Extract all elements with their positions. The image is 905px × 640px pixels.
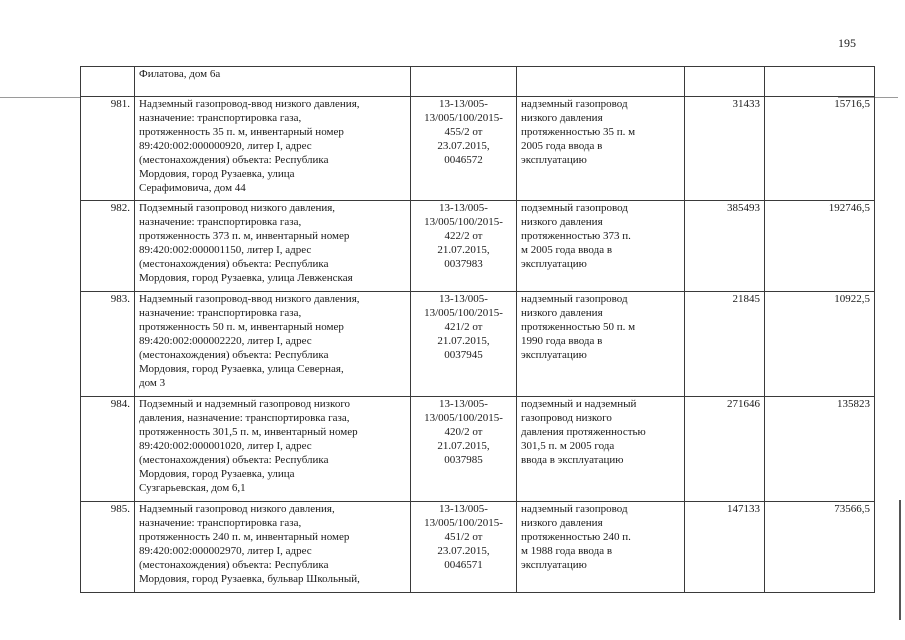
- registration-record-line: 13-13/005-: [439, 398, 488, 410]
- object-characteristics-line: низкого давления: [521, 517, 603, 529]
- object-description-line: давления, назначение: транспортировка газа,: [139, 412, 350, 424]
- object-description-line: протяженность 373 п. м, инвентарный номер: [139, 230, 350, 242]
- object-description-line: Надземный газопровод низкого давления,: [139, 503, 335, 515]
- registration-record-line: 455/2 от: [444, 126, 483, 138]
- registration-record-line: 0037983: [444, 258, 483, 270]
- object-description-cell: [135, 397, 411, 502]
- value-2-cell: 135823: [765, 397, 875, 502]
- object-characteristics-line: надземный газопровод: [521, 503, 628, 515]
- registration-record-line: 13/005/100/2015-: [424, 112, 503, 124]
- row-number-cell: 985.: [81, 502, 135, 593]
- registration-record-cell: [411, 201, 517, 292]
- object-description-line: Подземный газопровод низкого давления,: [139, 202, 336, 214]
- object-description-line: назначение: транспортировка газа,: [139, 307, 302, 319]
- registration-record-line: 420/2 от: [444, 426, 483, 438]
- value-1-cell: 271646: [685, 397, 765, 502]
- object-description-line: (местонахождения) объекта: Республика: [139, 258, 329, 270]
- registration-record-line: 13-13/005-: [439, 202, 488, 214]
- object-description-line: протяженность 35 п. м, инвентарный номер: [139, 126, 344, 138]
- object-description-line: 89:420:002:000001150, литер I, адрес: [139, 244, 312, 256]
- object-description-line: Серафимовича, дом 44: [139, 182, 246, 194]
- object-description-line: Надземный газопровод-ввод низкого давления,: [139, 293, 360, 305]
- value-1-cell: 31433: [685, 97, 765, 201]
- registration-record-line: 23.07.2015,: [437, 545, 490, 557]
- object-characteristics-line: 301,5 п. м 2005 года: [521, 440, 615, 452]
- registration-record-cell: [411, 97, 517, 201]
- object-characteristics-cell: [517, 201, 685, 292]
- registration-record-line: 421/2 от: [444, 321, 483, 333]
- object-description-cell: [135, 97, 411, 201]
- object-characteristics-cell: [517, 97, 685, 201]
- value-1-cell: 385493: [685, 201, 765, 292]
- registration-record-line: 23.07.2015,: [437, 140, 490, 152]
- object-characteristics-line: надземный газопровод: [521, 98, 628, 110]
- registration-record-cell: [411, 397, 517, 502]
- object-description-line: Подземный и надземный газопровод низкого: [139, 398, 351, 410]
- object-characteristics-line: низкого давления: [521, 112, 603, 124]
- object-description-line: назначение: транспортировка газа,: [139, 517, 302, 529]
- object-description-line: 89:420:002:000002970, литер I, адрес: [139, 545, 312, 557]
- object-characteristics-cell: [517, 292, 685, 397]
- object-characteristics-cell: [517, 502, 685, 593]
- registration-record-line: 21.07.2015,: [437, 440, 490, 452]
- object-description-line: 89:420:002:000001020, литер I, адрес: [139, 440, 312, 452]
- object-description-cell: [135, 67, 411, 97]
- value-1-cell: [685, 67, 765, 97]
- value-2-cell: 73566,5: [765, 502, 875, 593]
- row-number-cell: 982.: [81, 201, 135, 292]
- object-characteristics-line: эксплуатацию: [521, 258, 587, 270]
- row-number-cell: 981.: [81, 97, 135, 201]
- object-characteristics-line: 2005 года ввода в: [521, 140, 603, 152]
- table-row: [81, 201, 875, 292]
- object-characteristics-line: надземный газопровод: [521, 293, 628, 305]
- value-1-cell: 21845: [685, 292, 765, 397]
- object-characteristics-cell: [517, 67, 685, 97]
- object-description-cell: [135, 292, 411, 397]
- registration-record-line: 451/2 от: [444, 531, 483, 543]
- object-description-line: (местонахождения) объекта: Республика: [139, 154, 329, 166]
- scan-edge-mark: [899, 500, 901, 620]
- value-2-cell: 15716,5: [765, 97, 875, 201]
- value-2-cell: 192746,5: [765, 201, 875, 292]
- object-description-line: Мордовия, город Рузаевка, улица Левженская: [139, 272, 353, 284]
- object-characteristics-line: эксплуатацию: [521, 349, 587, 361]
- object-characteristics-line: эксплуатацию: [521, 559, 587, 571]
- object-characteristics-line: протяженностью 35 п. м: [521, 126, 636, 138]
- object-description-cell: [135, 502, 411, 593]
- object-characteristics-line: протяженностью 373 п.: [521, 230, 631, 242]
- scan-artifact-line: [0, 97, 80, 98]
- registry-table: [80, 66, 875, 593]
- registration-record-line: 0046571: [444, 559, 483, 571]
- object-characteristics-line: низкого давления: [521, 307, 603, 319]
- registration-record-line: 13-13/005-: [439, 293, 488, 305]
- object-description-line: 89:420:002:000000920, литер I, адрес: [139, 140, 312, 152]
- object-description-line: Филатова, дом 6а: [139, 68, 221, 80]
- registration-record-line: 0037985: [444, 454, 483, 466]
- row-number-cell: [81, 67, 135, 97]
- object-characteristics-line: подземный газопровод: [521, 202, 628, 214]
- registry-table-body: [81, 67, 875, 593]
- object-description-line: назначение: транспортировка газа,: [139, 216, 302, 228]
- object-characteristics-line: протяженностью 50 п. м: [521, 321, 636, 333]
- object-description-line: 89:420:002:000002220, литер I, адрес: [139, 335, 312, 347]
- row-number-cell: 984.: [81, 397, 135, 502]
- object-characteristics-line: 1990 года ввода в: [521, 335, 603, 347]
- value-2-cell: 10922,5: [765, 292, 875, 397]
- object-description-line: протяженность 301,5 п. м, инвентарный номер: [139, 426, 358, 438]
- table-row: [81, 397, 875, 502]
- registration-record-line: 21.07.2015,: [437, 244, 490, 256]
- registration-record-line: 0046572: [444, 154, 483, 166]
- value-2-cell: [765, 67, 875, 97]
- registration-record-line: 13/005/100/2015-: [424, 216, 503, 228]
- registration-record-cell: [411, 502, 517, 593]
- object-characteristics-line: низкого давления: [521, 216, 603, 228]
- object-characteristics-line: давления протяженностью: [521, 426, 646, 438]
- registration-record-line: 13/005/100/2015-: [424, 517, 503, 529]
- table-row: [81, 292, 875, 397]
- object-characteristics-line: м 1988 года ввода в: [521, 545, 613, 557]
- table-row: [81, 97, 875, 201]
- registration-record-line: 13/005/100/2015-: [424, 307, 503, 319]
- object-description-line: (местонахождения) объекта: Республика: [139, 454, 329, 466]
- table-row: [81, 67, 875, 97]
- page-number: 195: [838, 36, 856, 50]
- object-characteristics-line: эксплуатацию: [521, 154, 587, 166]
- object-description-line: Сузгарьевская, дом 6,1: [139, 482, 246, 494]
- registration-record-line: 13-13/005-: [439, 98, 488, 110]
- object-characteristics-cell: [517, 397, 685, 502]
- object-description-line: Мордовия, город Рузаевка, улица Северная,: [139, 363, 344, 375]
- row-number-cell: 983.: [81, 292, 135, 397]
- object-description-line: Мордовия, город Рузаевка, бульвар Школьный,: [139, 573, 360, 585]
- object-description-line: дом 3: [139, 377, 166, 389]
- object-description-line: (местонахождения) объекта: Республика: [139, 349, 329, 361]
- object-description-line: назначение: транспортировка газа,: [139, 112, 302, 124]
- registration-record-line: 422/2 от: [444, 230, 483, 242]
- object-description-line: Мордовия, город Рузаевка, улица: [139, 468, 295, 480]
- object-description-line: Мордовия, город Рузаевка, улица: [139, 168, 295, 180]
- object-characteristics-line: ввода в эксплуатацию: [521, 454, 624, 466]
- registration-record-cell: [411, 67, 517, 97]
- object-characteristics-line: м 2005 года ввода в: [521, 244, 613, 256]
- object-description-cell: [135, 201, 411, 292]
- object-description-line: протяженность 240 п. м, инвентарный номер: [139, 531, 350, 543]
- registration-record-cell: [411, 292, 517, 397]
- object-description-line: протяженность 50 п. м, инвентарный номер: [139, 321, 344, 333]
- object-characteristics-line: газопровод низкого: [521, 412, 612, 424]
- value-1-cell: 147133: [685, 502, 765, 593]
- object-characteristics-line: протяженностью 240 п.: [521, 531, 631, 543]
- table-row: [81, 502, 875, 593]
- object-description-line: Надземный газопровод-ввод низкого давления,: [139, 98, 360, 110]
- registration-record-line: 21.07.2015,: [437, 335, 490, 347]
- object-characteristics-line: подземный и надземный: [521, 398, 637, 410]
- registration-record-line: 0037945: [444, 349, 483, 361]
- registration-record-line: 13-13/005-: [439, 503, 488, 515]
- object-description-line: (местонахождения) объекта: Республика: [139, 559, 329, 571]
- registration-record-line: 13/005/100/2015-: [424, 412, 503, 424]
